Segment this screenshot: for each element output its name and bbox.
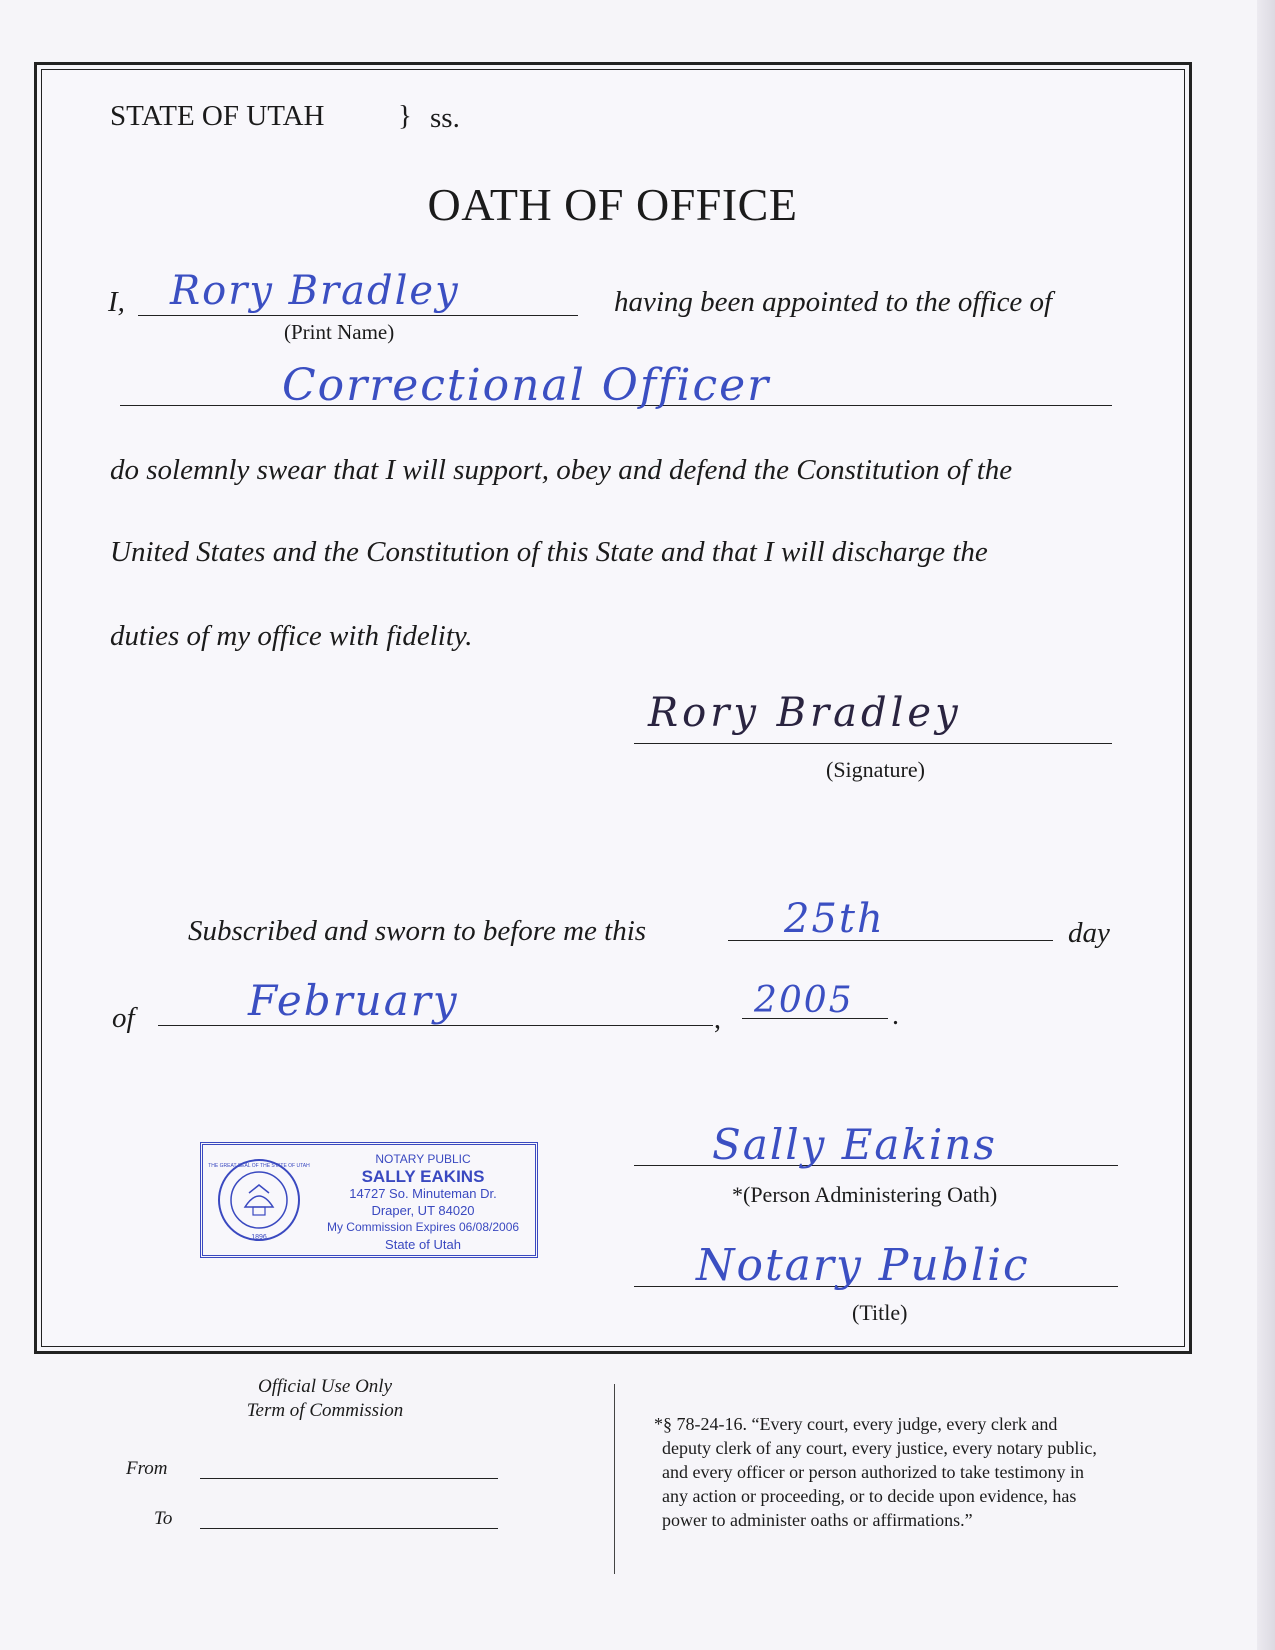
state-seal-icon [208, 1155, 310, 1245]
handwritten-day: 25th [784, 896, 885, 942]
handwritten-name: Rory Bradley [170, 268, 460, 314]
handwritten-title: Notary Public [696, 1240, 1030, 1291]
handwritten-office: Correctional Officer [282, 360, 771, 411]
stamp-line-5: My Commission Expires 06/08/2006 [326, 1220, 520, 1234]
month-comma: , [714, 1004, 721, 1035]
footnote-line-4: any action or proceeding, or to decide upon evidence, has [662, 1486, 1077, 1506]
name-line [138, 315, 578, 316]
to-label: To [154, 1508, 173, 1529]
day-line [728, 940, 1053, 941]
to-line [200, 1528, 498, 1529]
oath-line-1: do solemnly swear that I will support, obey and defend the Constitution of the [110, 454, 1013, 486]
footer-divider [614, 1384, 615, 1574]
of-label: of [112, 1002, 135, 1034]
oath-lead: I, [108, 286, 125, 318]
signature: Rory Bradley [648, 690, 962, 736]
year-period: . [892, 1000, 899, 1031]
footnote-line-5: power to administer oaths or affirmations.” [662, 1510, 973, 1530]
footnote-line-2: deputy clerk of any court, every justice, every notary public, [662, 1438, 1097, 1458]
subscribed-text: Subscribed and sworn to before me this [188, 915, 647, 947]
term-heading: Term of Commission [246, 1400, 404, 1421]
stamp-line-3: 14727 So. Minuteman Dr. [349, 1186, 497, 1201]
administrator-caption: *(Person Administering Oath) [732, 1182, 998, 1207]
day-label: day [1068, 917, 1110, 949]
footnote-line-1: *§ 78-24-16. “Every court, every judge, every clerk and [654, 1414, 1058, 1434]
page-edge [1257, 0, 1275, 1650]
statute-footnote [654, 1412, 1097, 1532]
signature-line [634, 743, 1112, 744]
oath-line-3: duties of my office with fidelity. [110, 620, 473, 652]
title-caption: (Title) [852, 1300, 908, 1325]
handwritten-administrator: Sally Eakins [712, 1120, 997, 1169]
state-heading: STATE OF UTAH [110, 100, 325, 132]
from-line [200, 1478, 498, 1479]
month-line [158, 1025, 713, 1026]
notary-stamp [200, 1142, 538, 1258]
handwritten-month: February [248, 976, 459, 1025]
seal-year: 1896 [251, 1234, 267, 1241]
appointment-text: having been appointed to the office of [614, 286, 1053, 318]
official-use-heading: Official Use Only [257, 1376, 393, 1397]
stamp-line-4: Draper, UT 84020 [371, 1203, 475, 1218]
ss-label: ss. [430, 102, 460, 134]
handwritten-year: 2005 [754, 980, 854, 1021]
page-title: OATH OF OFFICE [427, 179, 798, 230]
oath-line-2: United States and the Constitution of this State and that I will discharge the [110, 536, 988, 568]
stamp-line-1: NOTARY PUBLIC [375, 1152, 471, 1166]
venue-brace: } [398, 100, 412, 132]
footnote-line-3: and every officer or person authorized to take testimony in [662, 1462, 1085, 1482]
seal-text: THE GREAT SEAL OF THE STATE OF UTAH [208, 1163, 310, 1169]
from-label: From [126, 1458, 168, 1479]
signature-caption: (Signature) [826, 757, 925, 782]
name-caption: (Print Name) [284, 320, 395, 344]
stamp-line-2: SALLY EAKINS [361, 1167, 485, 1186]
stamp-line-6: State of Utah [385, 1237, 461, 1252]
